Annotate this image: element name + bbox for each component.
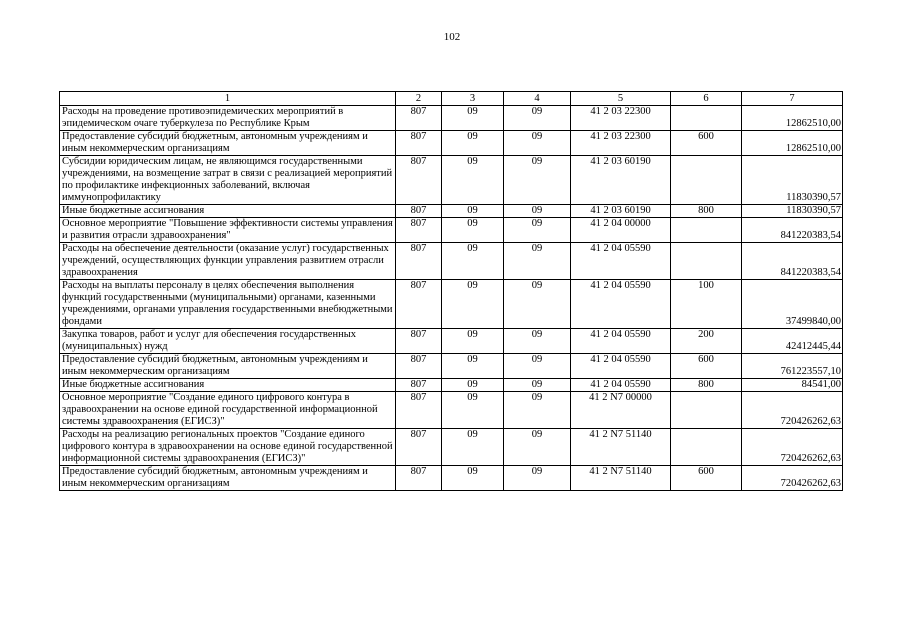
- column-header: 4: [504, 92, 571, 106]
- razdel-cell: 09: [442, 156, 504, 205]
- expense-type-cell: [671, 106, 742, 131]
- expense-type-cell: 600: [671, 466, 742, 491]
- razdel-cell: 09: [442, 392, 504, 429]
- amount-cell: 841220383,54: [742, 218, 843, 243]
- razdel-cell: 09: [442, 218, 504, 243]
- podrazdel-cell: 09: [504, 354, 571, 379]
- glava-cell: 807: [396, 354, 442, 379]
- target-article-cell: 41 2 03 60190: [571, 156, 671, 205]
- podrazdel-cell: 09: [504, 392, 571, 429]
- podrazdel-cell: 09: [504, 379, 571, 392]
- expense-name-cell: Иные бюджетные ассигнования: [60, 205, 396, 218]
- page-number: 102: [443, 31, 461, 43]
- podrazdel-cell: 09: [504, 243, 571, 280]
- expense-name-cell: Закупка товаров, работ и услуг для обеспечения государственных (муниципальных) нужд: [60, 329, 396, 354]
- glava-cell: 807: [396, 205, 442, 218]
- podrazdel-cell: 09: [504, 429, 571, 466]
- column-header: 6: [671, 92, 742, 106]
- razdel-cell: 09: [442, 243, 504, 280]
- amount-cell: 12862510,00: [742, 106, 843, 131]
- budget-table: [59, 91, 843, 491]
- table-row: [60, 106, 843, 131]
- amount-cell: 84541,00: [742, 379, 843, 392]
- column-header: 1: [60, 92, 396, 106]
- expense-name-cell: Предоставление субсидий бюджетным, автономным учреждениям и иным некоммерческим организациям: [60, 354, 396, 379]
- column-header: 7: [742, 92, 843, 106]
- column-header: 2: [396, 92, 442, 106]
- amount-cell: 11830390,57: [742, 205, 843, 218]
- amount-cell: 11830390,57: [742, 156, 843, 205]
- table-row: [60, 466, 843, 491]
- column-header: 5: [571, 92, 671, 106]
- budget-table-body: [60, 92, 843, 491]
- podrazdel-cell: 09: [504, 280, 571, 329]
- table-row: [60, 354, 843, 379]
- table-row: [60, 280, 843, 329]
- amount-cell: 720426262,63: [742, 429, 843, 466]
- amount-cell: 761223557,10: [742, 354, 843, 379]
- target-article-cell: 41 2 04 05590: [571, 243, 671, 280]
- target-article-cell: 41 2 03 22300: [571, 131, 671, 156]
- table-row: [60, 243, 843, 280]
- target-article-cell: 41 2 03 22300: [571, 106, 671, 131]
- expense-type-cell: 200: [671, 329, 742, 354]
- razdel-cell: 09: [442, 131, 504, 156]
- expense-type-cell: [671, 243, 742, 280]
- amount-cell: 12862510,00: [742, 131, 843, 156]
- column-header-row: [60, 92, 843, 106]
- glava-cell: 807: [396, 280, 442, 329]
- expense-name-cell: Иные бюджетные ассигнования: [60, 379, 396, 392]
- expense-type-cell: 800: [671, 205, 742, 218]
- glava-cell: 807: [396, 379, 442, 392]
- target-article-cell: 41 2 N7 00000: [571, 392, 671, 429]
- podrazdel-cell: 09: [504, 131, 571, 156]
- table-row: [60, 329, 843, 354]
- target-article-cell: 41 2 04 00000: [571, 218, 671, 243]
- expense-name-cell: Расходы на проведение противоэпидемических мероприятий в эпидемическом очаге туберкулеза по Республике Крым: [60, 106, 396, 131]
- glava-cell: 807: [396, 218, 442, 243]
- expense-type-cell: 800: [671, 379, 742, 392]
- amount-cell: 720426262,63: [742, 392, 843, 429]
- razdel-cell: 09: [442, 429, 504, 466]
- glava-cell: 807: [396, 392, 442, 429]
- podrazdel-cell: 09: [504, 466, 571, 491]
- razdel-cell: 09: [442, 280, 504, 329]
- amount-cell: 841220383,54: [742, 243, 843, 280]
- razdel-cell: 09: [442, 205, 504, 218]
- podrazdel-cell: 09: [504, 218, 571, 243]
- glava-cell: 807: [396, 243, 442, 280]
- glava-cell: 807: [396, 466, 442, 491]
- glava-cell: 807: [396, 106, 442, 131]
- expense-name-cell: Предоставление субсидий бюджетным, автономным учреждениям и иным некоммерческим организациям: [60, 466, 396, 491]
- expense-type-cell: [671, 392, 742, 429]
- amount-cell: 37499840,00: [742, 280, 843, 329]
- target-article-cell: 41 2 04 05590: [571, 329, 671, 354]
- table-row: [60, 392, 843, 429]
- expense-name-cell: Субсидии юридическим лицам, не являющимся государственными учреждениями, на возмещение затрат в связи с реализацией мероприятий по профилактике инфекционных заболеваний, включая иммунопрофилактику: [60, 156, 396, 205]
- table-row: [60, 205, 843, 218]
- podrazdel-cell: 09: [504, 205, 571, 218]
- podrazdel-cell: 09: [504, 329, 571, 354]
- expense-type-cell: [671, 156, 742, 205]
- target-article-cell: 41 2 04 05590: [571, 354, 671, 379]
- target-article-cell: 41 2 04 05590: [571, 379, 671, 392]
- column-header: 3: [442, 92, 504, 106]
- expense-name-cell: Расходы на обеспечение деятельности (оказание услуг) государственных учреждений, осуществляющих функции управления развитием отрасли здравоохранения: [60, 243, 396, 280]
- expense-type-cell: 600: [671, 131, 742, 156]
- table-row: [60, 379, 843, 392]
- razdel-cell: 09: [442, 329, 504, 354]
- table-row: [60, 429, 843, 466]
- expense-type-cell: [671, 429, 742, 466]
- expense-name-cell: Предоставление субсидий бюджетным, автономным учреждениям и иным некоммерческим организациям: [60, 131, 396, 156]
- expense-name-cell: Основное мероприятие "Создание единого цифрового контура в здравоохранении на основе единой государственной информационной системы здравоохранения (ЕГИСЗ)": [60, 392, 396, 429]
- razdel-cell: 09: [442, 354, 504, 379]
- amount-cell: 42412445,44: [742, 329, 843, 354]
- expense-name-cell: Расходы на выплаты персоналу в целях обеспечения выполнения функций государственными (муниципальными) органами, казенными учреждениями, органами управления государственными внебюджетными фондами: [60, 280, 396, 329]
- glava-cell: 807: [396, 131, 442, 156]
- podrazdel-cell: 09: [504, 156, 571, 205]
- glava-cell: 807: [396, 429, 442, 466]
- table-row: [60, 218, 843, 243]
- expense-type-cell: [671, 218, 742, 243]
- razdel-cell: 09: [442, 466, 504, 491]
- target-article-cell: 41 2 03 60190: [571, 205, 671, 218]
- razdel-cell: 09: [442, 379, 504, 392]
- glava-cell: 807: [396, 156, 442, 205]
- razdel-cell: 09: [442, 106, 504, 131]
- expense-type-cell: 100: [671, 280, 742, 329]
- table-row: [60, 131, 843, 156]
- target-article-cell: 41 2 N7 51140: [571, 466, 671, 491]
- table-row: [60, 156, 843, 205]
- expense-name-cell: Основное мероприятие "Повышение эффективности системы управления и развития отрасли здравоохранения": [60, 218, 396, 243]
- amount-cell: 720426262,63: [742, 466, 843, 491]
- target-article-cell: 41 2 04 05590: [571, 280, 671, 329]
- expense-type-cell: 600: [671, 354, 742, 379]
- target-article-cell: 41 2 N7 51140: [571, 429, 671, 466]
- glava-cell: 807: [396, 329, 442, 354]
- podrazdel-cell: 09: [504, 106, 571, 131]
- expense-name-cell: Расходы на реализацию региональных проектов "Создание единого цифрового контура в здравоохранении на основе единой государственной информационной системы здравоохранения (ЕГИСЗ)": [60, 429, 396, 466]
